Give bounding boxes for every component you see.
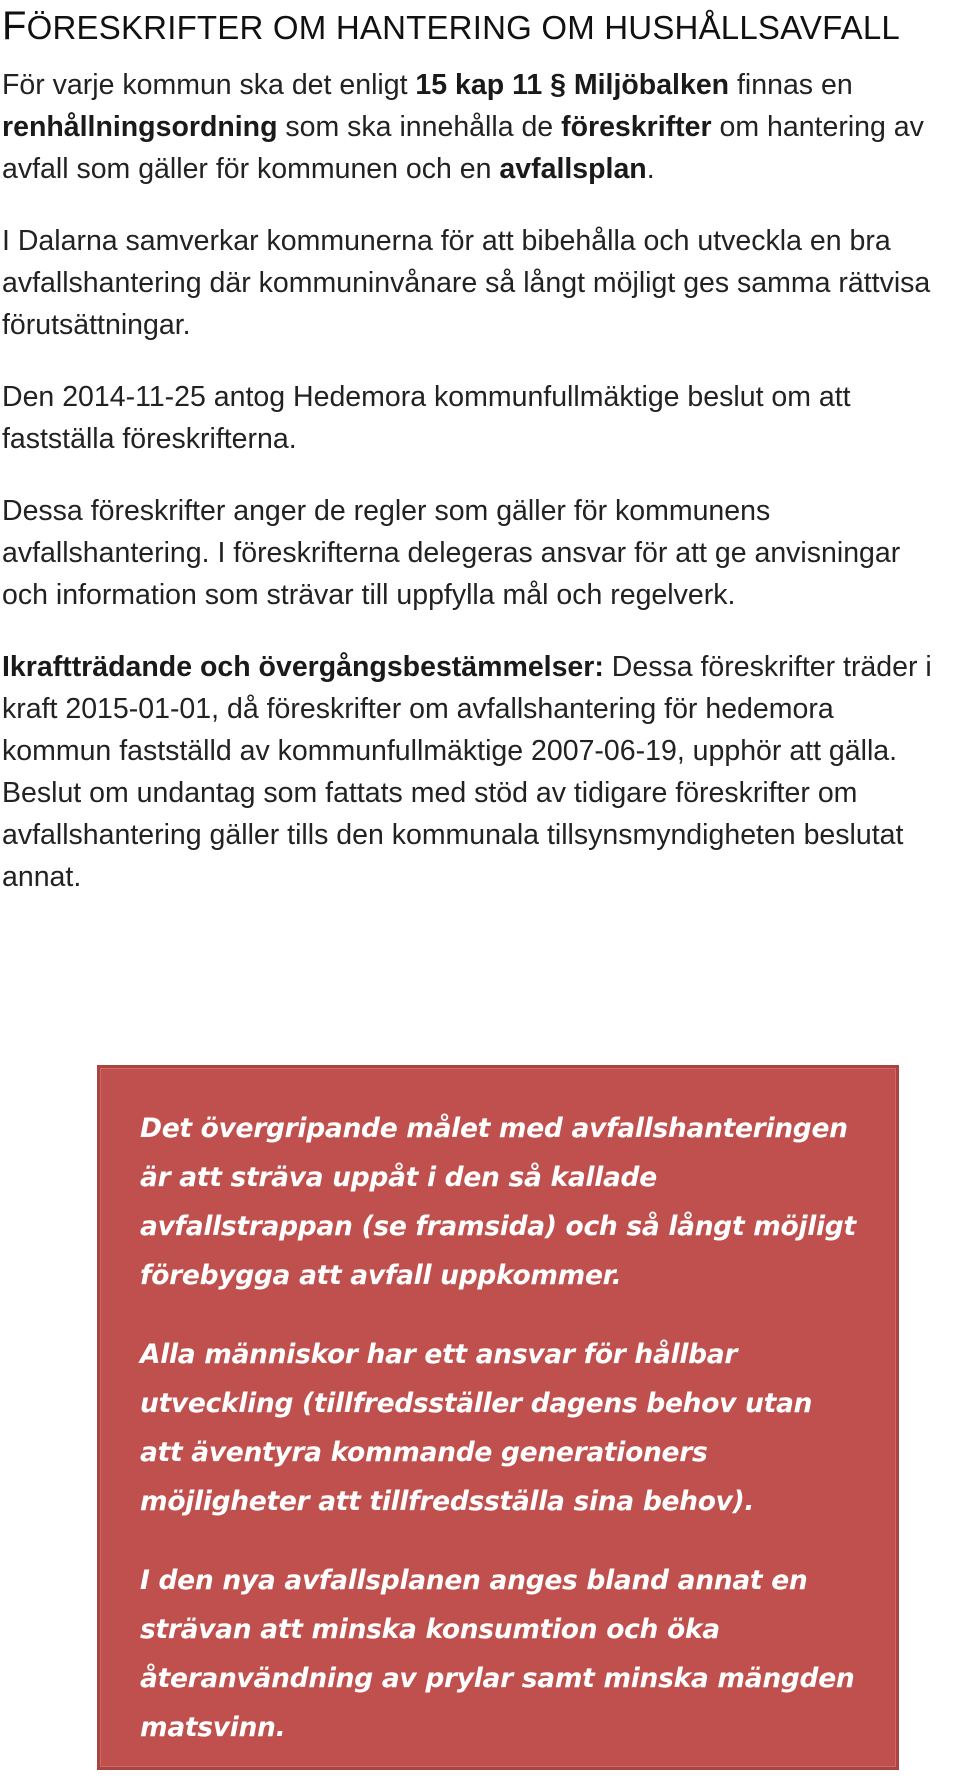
intro-paragraph bbox=[2, 64, 940, 190]
rules-paragraph: Dessa föreskrifter anger de regler som gäller för kommunens avfallshantering. I föreskrifterna delegeras ansvar för att ge anvisningar och information som strävar till uppfylla mål och regelverk. bbox=[2, 495, 901, 611]
intro-text-5: . bbox=[646, 153, 655, 185]
transition-text: Dessa föreskrifter träder i kraft 2015-01-01, då föreskrifter om avfallshantering för hedemora kommun fastställd av kommunfullmäktige 2007-06-19, upphör att gälla. Beslut om undantag som fattats med stöd av tidigare föreskrifter om avfallshantering gäller tills den kommunala tillsynsmyndigheten beslutat annat. bbox=[2, 651, 932, 893]
page-title-rest: ÖRESKRIFTER OM HANTERING OM HUSHÅLLSAVFALL bbox=[26, 9, 900, 46]
intro-text-2: finnas en bbox=[729, 69, 853, 101]
page-title bbox=[2, 6, 940, 48]
goal-callout-box bbox=[97, 1065, 899, 1770]
transition-label: Ikraftträdande och övergångsbestämmelser: bbox=[2, 651, 604, 683]
page-title-initial: F bbox=[2, 4, 27, 48]
intro-bold-foreskrifter: föreskrifter bbox=[561, 111, 712, 143]
callout-responsibility-text: Alla människor har ett ansvar för hållbar utveckling (tillfredsställer dagens behov utan att äventyra kommande generationers möjligheter att tillfredsställa sina behov). bbox=[140, 1339, 813, 1517]
callout-plan-text: I den nya avfallsplanen anges bland annat en strävan att minska konsumtion och öka återanvändning av prylar samt minska mängden matsvinn. bbox=[140, 1565, 855, 1743]
dalarna-paragraph: I Dalarna samverkar kommunerna för att bibehålla och utveckla en bra avfallshantering där kommuninvånare så långt möjligt ges samma rättvisa förutsättningar. bbox=[2, 225, 931, 341]
intro-bold-ordning: renhållningsordning bbox=[2, 111, 278, 143]
callout-goal-text: Det övergripande målet med avfallshanteringen är att sträva uppåt i den så kallade avfallstrappan (se framsida) och så långt möjligt förebygga att avfall uppkommer. bbox=[140, 1113, 856, 1291]
transition-paragraph bbox=[2, 646, 940, 898]
intro-text-1: För varje kommun ska det enligt bbox=[2, 69, 416, 101]
intro-bold-avfallsplan: avfallsplan bbox=[499, 153, 647, 185]
intro-bold-law: 15 kap 11 § Miljöbalken bbox=[415, 69, 730, 101]
intro-text-4: om hantering av avfall som gäller för kommunen och en bbox=[2, 111, 924, 185]
intro-text-3: som ska innehålla de bbox=[277, 111, 562, 143]
decision-paragraph: Den 2014-11-25 antog Hedemora kommunfullmäktige beslut om att fastställa föreskrifterna. bbox=[2, 381, 851, 455]
